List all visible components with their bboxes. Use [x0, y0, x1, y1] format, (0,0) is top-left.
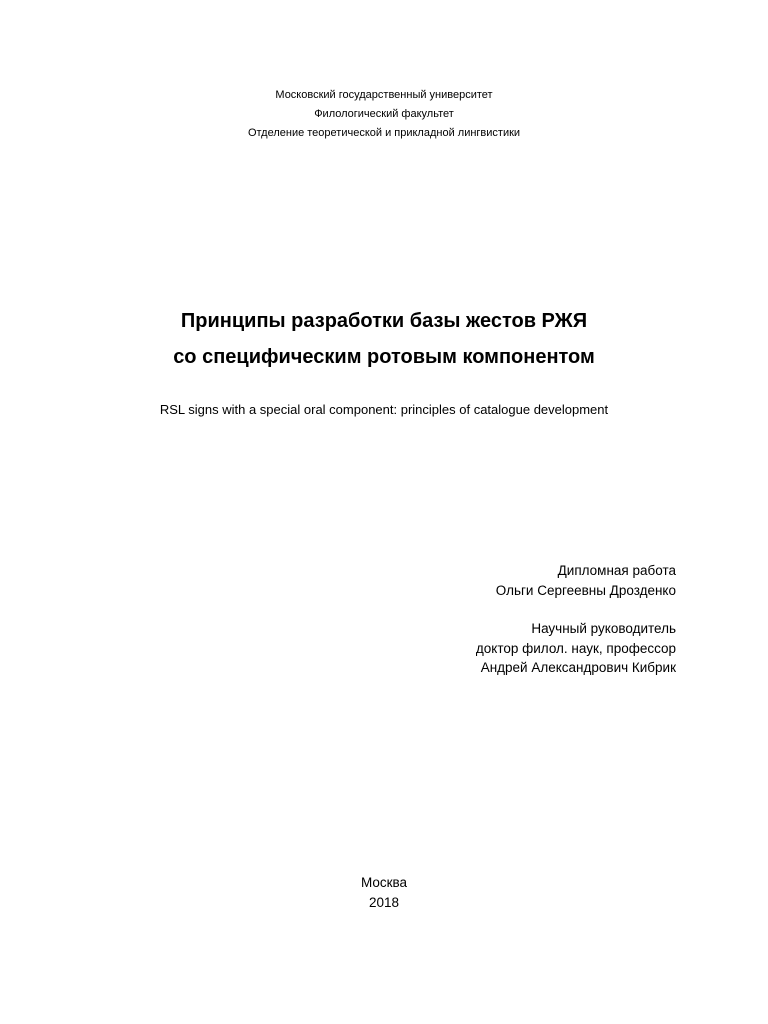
department-name: Отделение теоретической и прикладной лингвистики [247, 127, 521, 139]
faculty-name: Филологический факультет [314, 108, 454, 120]
spacer [276, 600, 676, 619]
author-name: Ольги Сергеевны Дрозденко [495, 582, 676, 598]
footer-city-year [0, 873, 768, 913]
thesis-title-line-2: со специфическим ротовым компонентом [173, 346, 595, 368]
thesis-title-line-1: Принципы разработки базы жестов РЖЯ [180, 310, 588, 332]
institution-header [0, 86, 768, 143]
supervisor-degree: доктор филол. наук, профессор [475, 640, 676, 656]
thesis-title [0, 303, 768, 375]
university-name: Московский государственный университет [275, 89, 493, 101]
work-type: Дипломная работа [557, 563, 676, 578]
supervisor-label: Научный руководитель [531, 621, 676, 636]
english-title: RSL signs with a special oral component: principles of catalogue development [159, 402, 609, 417]
supervisor-name: Андрей Александрович Кибрик [480, 660, 676, 675]
city: Москва [360, 875, 408, 890]
author-block [276, 561, 676, 678]
year: 2018 [368, 895, 400, 910]
